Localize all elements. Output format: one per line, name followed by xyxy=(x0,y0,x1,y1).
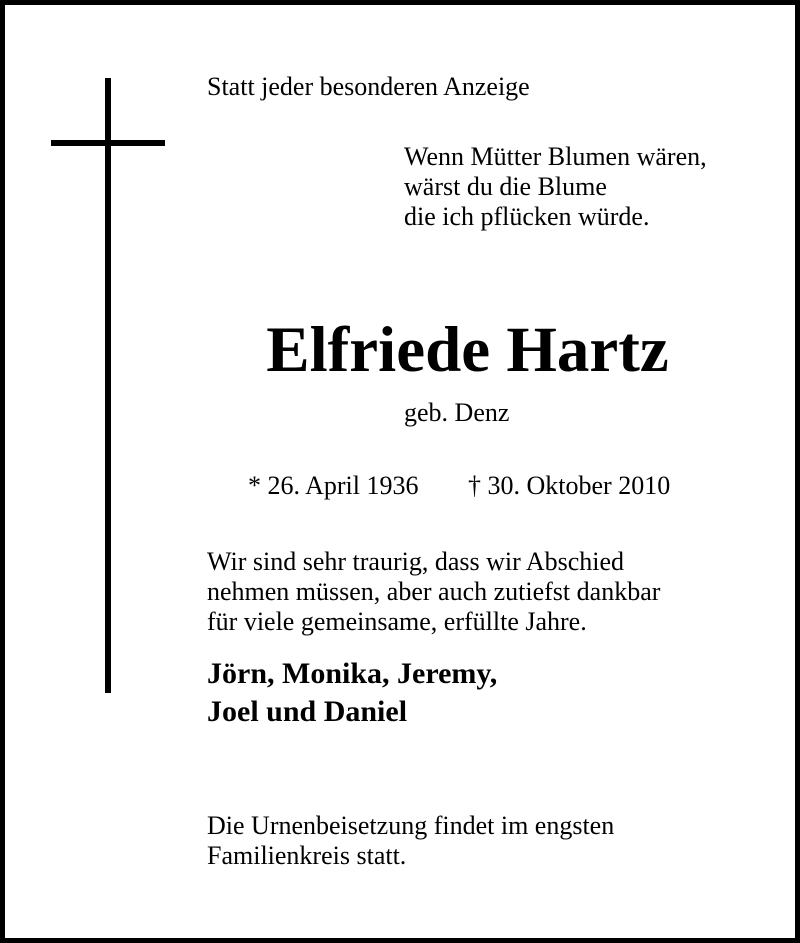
message-line: Wir sind sehr traurig, dass wir Abschied xyxy=(207,547,625,576)
family-signature xyxy=(207,655,497,731)
poem-line: die ich pflücken würde. xyxy=(404,202,650,231)
poem-line: Wenn Mütter Blumen wären, xyxy=(404,142,707,171)
burial-note xyxy=(207,811,614,871)
birth-date: * 26. April 1936 xyxy=(248,471,419,500)
message-line: für viele gemeinsame, erfüllte Jahre. xyxy=(207,607,587,636)
family-line: Joel und Daniel xyxy=(207,695,408,728)
death-date: † 30. Oktober 2010 xyxy=(468,471,671,500)
cross-vertical-beam xyxy=(105,78,111,693)
cross-horizontal-beam xyxy=(51,140,165,146)
burial-line: Familienkreis statt. xyxy=(207,841,407,870)
message-line: nehmen müssen, aber auch zutiefst dankbar xyxy=(207,577,661,606)
mourning-message xyxy=(207,547,660,637)
poem-line: wärst du die Blume xyxy=(404,172,607,201)
poem-verse xyxy=(404,142,707,232)
intro-line: Statt jeder besonderen Anzeige xyxy=(207,72,530,101)
maiden-name: geb. Denz xyxy=(404,398,510,427)
deceased-name: Elfriede Hartz xyxy=(266,314,669,386)
family-line: Jörn, Monika, Jeremy, xyxy=(207,657,498,690)
burial-line: Die Urnenbeisetzung findet im engsten xyxy=(207,811,615,840)
